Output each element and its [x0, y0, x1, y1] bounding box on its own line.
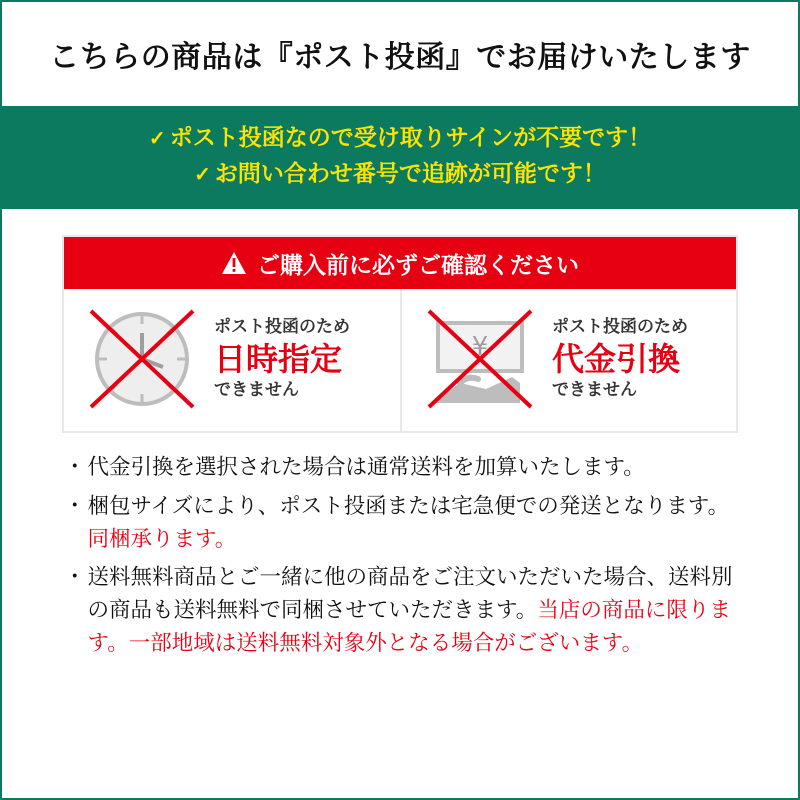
- benefits-band: [2, 106, 798, 209]
- note-text-highlight: 当店の商品に限ります。一部地域は送料無料対象外となる場合がございます。: [87, 597, 731, 655]
- clock-icon: [78, 303, 206, 415]
- bullet-icon: ・: [64, 565, 86, 590]
- note-text: 代金引換を選択された場合は通常送料を加算いたします。: [87, 455, 645, 480]
- warning-box: [62, 235, 738, 433]
- warning-body: [64, 289, 736, 431]
- svg-text:¥: ¥: [471, 332, 489, 363]
- benefit-line-1: [2, 120, 798, 156]
- list-item: [64, 490, 740, 555]
- note-text: 梱包サイズにより、ポスト投函または宅急便での発送となります。: [87, 493, 730, 518]
- page-title-bar: [2, 2, 798, 106]
- benefit-text-2: お問い合わせ番号で追跡が可能です！: [214, 159, 606, 186]
- note-body-2: [88, 490, 740, 555]
- list-item: [64, 561, 740, 659]
- page-title: こちらの商品は『ポスト投函』でお届けいたします: [49, 41, 751, 74]
- warning-item-sub-2: できません: [552, 380, 637, 400]
- list-item: [64, 451, 740, 484]
- bullet-icon: ・: [64, 455, 86, 480]
- note-body-3: [88, 561, 740, 659]
- notes-list: [64, 451, 740, 659]
- check-icon: ✓: [148, 128, 166, 150]
- warning-item-small-2: ポスト投函のため: [552, 317, 688, 337]
- benefit-line-2: [2, 156, 798, 192]
- warning-header-text: ご購入前に必ずご確認ください: [257, 251, 579, 278]
- note-text-highlight: 同梱承ります。: [87, 526, 237, 551]
- warning-item-text-date-time: [206, 316, 350, 402]
- warning-item-big-1: 日時指定: [214, 341, 343, 378]
- note-body-1: [88, 451, 740, 484]
- bullet-icon: ・: [64, 493, 86, 518]
- warning-header: [64, 237, 736, 289]
- warning-item-sub-1: できません: [214, 380, 299, 400]
- cash-on-delivery-icon: [416, 303, 544, 415]
- note-text: 送料無料商品とご一緒に他の商品をご注文いただいた場合、送料別の商品も送料無料で同梱させていただきます。: [87, 565, 733, 622]
- warning-item-date-time: [64, 289, 400, 431]
- check-icon: ✓: [194, 163, 211, 186]
- warning-item-text-cash-on-delivery: [544, 316, 688, 402]
- warning-item-big-2: 代金引換: [552, 341, 681, 378]
- warning-item-cash-on-delivery: [400, 289, 736, 431]
- warning-triangle-icon: [221, 251, 247, 275]
- warning-item-small-1: ポスト投函のため: [214, 317, 350, 337]
- benefit-text-1: ポスト投函なので受け取りサインが不要です！: [169, 124, 652, 150]
